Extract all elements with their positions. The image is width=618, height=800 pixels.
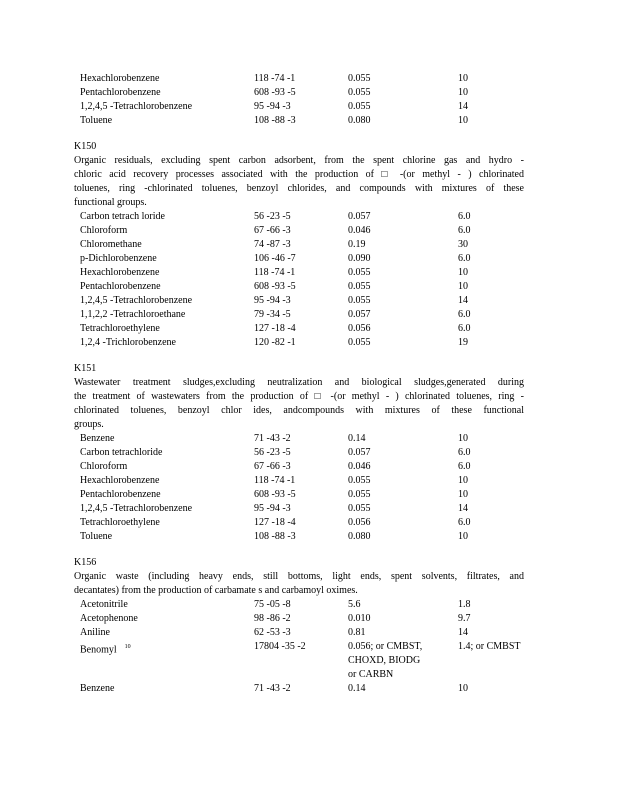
- wastewater-limit: 5.6: [348, 599, 361, 610]
- constituent-name: Acetophenone: [80, 613, 138, 624]
- constituent-name: Chloromethane: [80, 239, 142, 250]
- constituent-name: 1,2,4,5 -Tetrachlorobenzene: [80, 295, 193, 306]
- wastewater-limit: 0.055: [348, 475, 371, 486]
- nonwastewater-limit: 6.0: [458, 323, 471, 334]
- wastewater-limit: 0.055: [348, 337, 371, 348]
- nonwastewater-limit: 10: [458, 73, 468, 84]
- wastewater-limit: 0.056: [348, 323, 371, 334]
- waste-description-line: the treatment of wastewaters from the production of □ -(or methyl - ) chlorinated toluenes, ring -: [74, 391, 524, 402]
- cas-number: 108 -88 -3: [254, 115, 296, 126]
- wastewater-limit: 0.057: [348, 309, 371, 320]
- wastewater-limit: 0.055: [348, 267, 371, 278]
- constituent-name: Pentachlorobenzene: [80, 281, 161, 292]
- cas-number: 95 -94 -3: [254, 503, 291, 514]
- benomyl-name: Benomyl: [80, 644, 117, 656]
- constituent-name: Hexachlorobenzene: [80, 475, 160, 486]
- wastewater-limit: 0.055: [348, 281, 371, 292]
- constituent-name: Chloroform: [80, 461, 128, 472]
- nonwastewater-limit: 14: [458, 627, 468, 638]
- wastewater-limit: 0.14: [348, 433, 366, 444]
- constituent-name: Toluene: [80, 115, 113, 126]
- waste-description-line: Organic residuals, excluding spent carbon adsorbent, from the spent chlorine gas and hydro -: [74, 155, 524, 166]
- wastewater-limit: 0.055: [348, 73, 371, 84]
- cas-number: 118 -74 -1: [254, 475, 296, 486]
- nonwastewater-limit: 10: [458, 475, 468, 486]
- nonwastewater-limit: 6.0: [458, 253, 471, 264]
- wastewater-limit: 0.055: [348, 489, 371, 500]
- wastewater-limit: 0.19: [348, 239, 366, 250]
- nonwastewater-limit: 14: [458, 295, 468, 306]
- wastewater-limit: 0.080: [348, 531, 371, 542]
- cas-number: 118 -74 -1: [254, 267, 296, 278]
- constituent-name: Tetrachloroethylene: [80, 517, 160, 528]
- waste-code-k151: K151: [74, 363, 97, 374]
- wastewater-limit-continued: or CARBN: [348, 669, 394, 680]
- footnote-marker: 10: [124, 644, 131, 650]
- cas-number: 120 -82 -1: [254, 337, 296, 348]
- cas-number: 127 -18 -4: [254, 323, 296, 334]
- cas-number: 56 -23 -5: [254, 447, 291, 458]
- cas-number: 56 -23 -5: [254, 211, 291, 222]
- wastewater-limit: 0.055: [348, 503, 371, 514]
- nonwastewater-limit: 6.0: [458, 225, 471, 236]
- waste-code-k150: K150: [74, 141, 97, 152]
- nonwastewater-limit: 14: [458, 503, 468, 514]
- wastewater-limit: 0.046: [348, 225, 371, 236]
- waste-description-line: functional groups.: [74, 197, 147, 208]
- nonwastewater-limit: 6.0: [458, 211, 471, 222]
- wastewater-limit: 0.055: [348, 295, 371, 306]
- waste-description-line: decantates) from the production of carbamate s and carbamoyl oximes.: [74, 585, 358, 596]
- wastewater-limit: 0.057: [348, 211, 371, 222]
- constituent-name: Pentachlorobenzene: [80, 87, 161, 98]
- constituent-name: p-Dichlorobenzene: [80, 253, 157, 264]
- nonwastewater-limit: 14: [458, 101, 468, 112]
- cas-number: 98 -86 -2: [254, 613, 291, 624]
- cas-number: 62 -53 -3: [254, 627, 291, 638]
- cas-number: 127 -18 -4: [254, 517, 296, 528]
- waste-description-line: chloric acid recovery processes associated with the production of □ -(or methyl - ) chlorinated: [74, 169, 524, 180]
- nonwastewater-limit: 6.0: [458, 517, 471, 528]
- cas-number: 608 -93 -5: [254, 281, 296, 292]
- nonwastewater-limit: 10: [458, 489, 468, 500]
- constituent-name: 1,2,4,5 -Tetrachlorobenzene: [80, 101, 193, 112]
- wastewater-limit: 0.010: [348, 613, 371, 624]
- cas-number: 75 -05 -8: [254, 599, 291, 610]
- nonwastewater-limit: 10: [458, 433, 468, 444]
- cas-number: 608 -93 -5: [254, 489, 296, 500]
- wastewater-limit: 0.055: [348, 101, 371, 112]
- wastewater-limit: 0.056; or CMBST,: [348, 641, 423, 652]
- constituent-name: Acetonitrile: [80, 599, 128, 610]
- nonwastewater-limit: 1.8: [458, 599, 471, 610]
- constituent-name: Hexachlorobenzene: [80, 267, 160, 278]
- nonwastewater-limit: 1.4; or CMBST: [458, 641, 521, 652]
- constituent-name: Chloroform: [80, 225, 128, 236]
- wastewater-limit-continued: CHOXD, BIODG: [348, 655, 421, 666]
- constituent-name: Tetrachloroethylene: [80, 323, 160, 334]
- cas-number: 71 -43 -2: [254, 433, 291, 444]
- cas-number: 608 -93 -5: [254, 87, 296, 98]
- nonwastewater-limit: 10: [458, 115, 468, 126]
- nonwastewater-limit: 19: [458, 337, 468, 348]
- wastewater-limit: 0.080: [348, 115, 371, 126]
- constituent-name: Toluene: [80, 531, 113, 542]
- waste-description-line: Organic waste (including heavy ends, still bottoms, light ends, spent solvents, filtrates, and: [74, 571, 524, 582]
- wastewater-limit: 0.055: [348, 87, 371, 98]
- wastewater-limit: 0.090: [348, 253, 371, 264]
- waste-description-line: chlorinated toluenes, benzoyl chlor ides, andcompounds with mixtures of these functional: [74, 405, 524, 416]
- wastewater-limit: 0.056: [348, 517, 371, 528]
- constituent-name: Carbon tetrach loride: [80, 211, 165, 222]
- cas-number: 106 -46 -7: [254, 253, 296, 264]
- constituent-name: Aniline: [80, 627, 110, 638]
- cas-number: 79 -34 -5: [254, 309, 291, 320]
- nonwastewater-limit: 6.0: [458, 447, 471, 458]
- nonwastewater-limit: 30: [458, 239, 468, 250]
- nonwastewater-limit: 10: [458, 683, 468, 694]
- waste-description-line: toluenes, ring -chlorinated toluenes, benzoyl chlorides, and compounds with mixtures of these: [74, 183, 524, 194]
- nonwastewater-limit: 6.0: [458, 461, 471, 472]
- nonwastewater-limit: 10: [458, 531, 468, 542]
- cas-number: 67 -66 -3: [254, 461, 291, 472]
- constituent-name: Pentachlorobenzene: [80, 489, 161, 500]
- cas-number: 108 -88 -3: [254, 531, 296, 542]
- wastewater-limit: 0.81: [348, 627, 366, 638]
- constituent-name: 1,2,4 -Trichlorobenzene: [80, 337, 176, 348]
- cas-number: 95 -94 -3: [254, 295, 291, 306]
- nonwastewater-limit: 10: [458, 281, 468, 292]
- cas-number: 71 -43 -2: [254, 683, 291, 694]
- wastewater-limit: 0.14: [348, 683, 366, 694]
- nonwastewater-limit: 10: [458, 87, 468, 98]
- cas-number: 74 -87 -3: [254, 239, 291, 250]
- constituent-name: Benzene: [80, 433, 115, 444]
- constituent-name: 1,2,4,5 -Tetrachlorobenzene: [80, 503, 193, 514]
- constituent-name: 1,1,2,2 -Tetrachloroethane: [80, 309, 186, 320]
- constituent-name: Benzene: [80, 683, 115, 694]
- cas-number: 17804 -35 -2: [254, 641, 306, 652]
- waste-description-line: groups.: [74, 419, 104, 430]
- constituent-name: Carbon tetrachloride: [80, 447, 163, 458]
- cas-number: 67 -66 -3: [254, 225, 291, 236]
- nonwastewater-limit: 10: [458, 267, 468, 278]
- wastewater-limit: 0.046: [348, 461, 371, 472]
- cas-number: 118 -74 -1: [254, 73, 296, 84]
- waste-code-k156: K156: [74, 557, 97, 568]
- nonwastewater-limit: 9.7: [458, 613, 471, 624]
- cas-number: 95 -94 -3: [254, 101, 291, 112]
- constituent-name: Hexachlorobenzene: [80, 73, 160, 84]
- constituent-name: [80, 640, 131, 657]
- wastewater-limit: 0.057: [348, 447, 371, 458]
- waste-description-line: Wastewater treatment sludges,excluding neutralization and biological sludges,generated during: [74, 377, 524, 388]
- nonwastewater-limit: 6.0: [458, 309, 471, 320]
